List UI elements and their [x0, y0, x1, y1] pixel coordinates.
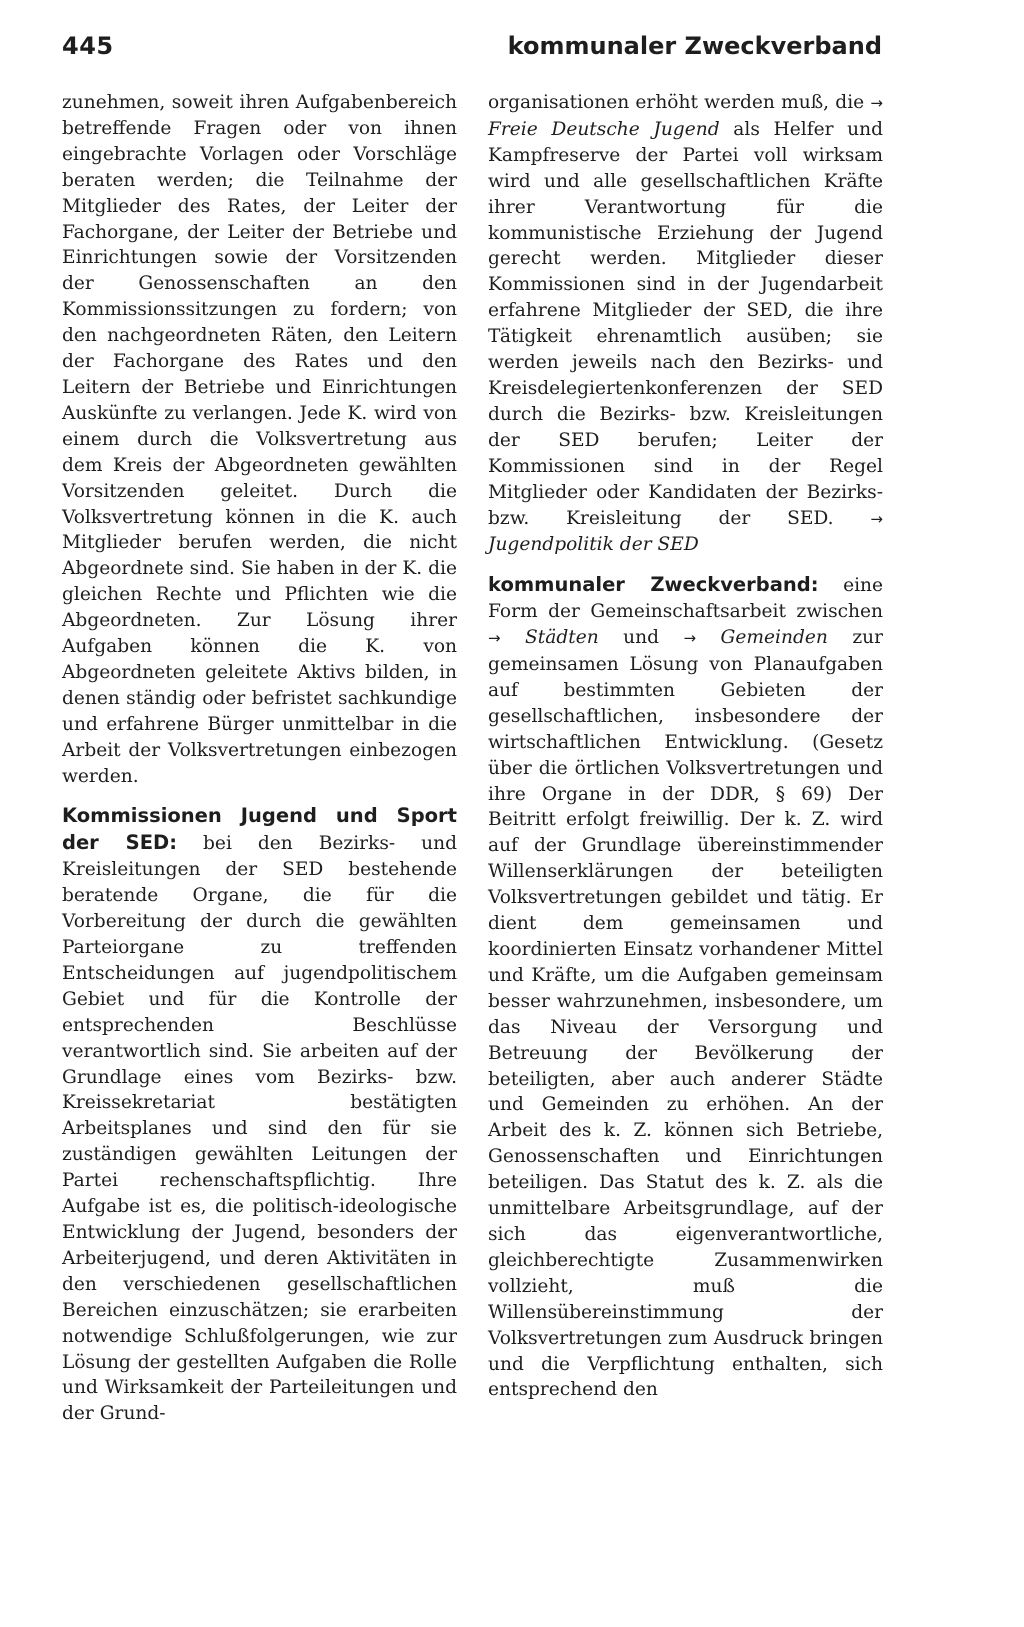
- continued-entry-text: [488, 90, 883, 558]
- continued-text-part: organisationen erhöht werden muß, die: [488, 92, 865, 113]
- page-number: 445: [62, 32, 114, 60]
- cross-reference-staedten[interactable]: Städten: [525, 627, 599, 649]
- cross-reference-jugendpolitik-der-sed[interactable]: Jugendpolitik der SED: [488, 534, 699, 556]
- cross-reference-arrow-icon: →: [870, 94, 883, 112]
- entry-text-part: und: [623, 627, 660, 649]
- cross-reference-freie-deutsche-jugend[interactable]: Freie Deutsche Jugend: [488, 118, 720, 140]
- entry-text-part: zur gemeinsamen Lösung von Planaufgaben auf bestimmten Gebieten der gesellschaftlichen, insbesondere der wirtschaftlichen Entwicklung. (Gesetz über die örtlichen Volksvertretungen und ihre Organe in der DDR, § 69) Der Beitritt erfolgt freiwillig. Der k. Z. wird auf der Grundlage übereinstimmender Willenserklärungen der beteiligten Volksvertretungen gebildet und tätig. Er dient dem gemeinsamen und koordinierten Einsatz vorhandener Mittel und Kräfte, um die Aufgaben gemeinsam besser wahrzunehmen, insbesondere, um das Niveau der Versorgung und Betreuung der Bevölkerung der beteiligten, aber auch anderer Städte und Gemeinden zu erhöhen. An der Arbeit des k. Z. können sich Betriebe, Genossenschaften und Einrichtungen beteiligen. Das Statut des k. Z. als die unmittelbare Arbeitsgrundlage, auf der sich das eigenverantwortliche, gleichberechtigte Zusammenwirken vollzieht, muß die Willensübereinstimmung der Volksvertretungen zum Ausdruck bringen und die Verpflichtung enthalten, sich entsprechend den: [488, 627, 883, 1401]
- entry-lemma: kommunaler Zweckverband:: [488, 573, 819, 597]
- running-head: kommunaler Zweckverband: [507, 32, 882, 60]
- right-column: [488, 90, 883, 1403]
- cross-reference-arrow-icon: →: [683, 629, 697, 648]
- continued-text-part: als Helfer und Kampfreserve der Partei voll wirksam wird und alle gesellschaftlichen Kräfte ihrer Verantwortung für die kommunistische Erziehung der Jugend gerecht werden. Mitglieder dieser Kommissionen sind in der Jugendarbeit erfahrene Mitglieder der SED, die ihre Tätigkeit ehrenamtlich ausüben; sie werden jeweils nach den Bezirks- und Kreisdelegiertenkonferenzen der SED durch die Bezirks- bzw. Kreisleitungen der SED berufen; Leiter der Kommissionen sind in der Regel Mitglieder oder Kandidaten der Bezirks- bzw. Kreisleitung der SED.: [488, 118, 884, 529]
- cross-reference-arrow-icon: →: [870, 509, 883, 528]
- entry-kommissionen-jugend-und-sport: [62, 803, 457, 1427]
- cross-reference-gemeinden[interactable]: Gemeinden: [720, 627, 828, 649]
- entry-lemma: Kommissionen Jugend und Sport der SED:: [62, 804, 457, 855]
- cross-reference-arrow-icon: →: [488, 629, 501, 648]
- entry-text-part: eine Form der Gemeinschaftsarbeit zwischen: [488, 575, 883, 623]
- continued-entry-text: zunehmen, soweit ihren Aufgabenbereich betreffende Fragen oder von ihnen eingebrachte Vorlagen oder Vorschläge beraten werden; die Teilnahme der Mitglieder des Rates, der Leiter der Fachorgane, der Leiter der Betriebe und Einrichtungen sowie der Vorsitzenden der Genossenschaften an den Kommissionssitzungen zu fordern; von den nachgeordneten Räten, den Leitern der Fachorgane des Rates und den Leitern der Betriebe und Einrichtungen Auskünfte zu verlangen. Jede K. wird von einem durch die Volksvertretung aus dem Kreis der Abgeordneten gewählten Vorsitzenden geleitet. Durch die Volksvertretung können in die K. auch Mitglieder berufen werden, die nicht Abgeordnete sind. Sie haben in der K. die gleichen Rechte und Pflichten wie die Abgeordneten. Zur Lösung ihrer Aufgaben können die K. von Abgeordneten geleitete Aktivs bilden, in denen ständig oder befristet sachkundige und erfahrene Bürger unmittelbar in die Arbeit der Volksvertretungen einbezogen werden.: [62, 92, 457, 787]
- page-header: [62, 32, 882, 76]
- left-column: [62, 90, 457, 1427]
- entry-kommunaler-zweckverband: [488, 572, 883, 1403]
- entry-text: bei den Bezirks- und Kreisleitungen der SED bestehende beratende Organe, die für die Vorbereitung der durch die gewählten Parteiorgane zu treffenden Entscheidungen auf jugendpolitischem Gebiet und für die Kontrolle der entsprechenden Beschlüsse verantwortlich sind. Sie arbeiten auf der Grundlage eines vom Bezirks- bzw. Kreissekretariat bestätigten Arbeitsplanes und sind den für sie zuständigen gewählten Leitungen der Partei rechenschaftspflichtig. Ihre Aufgabe ist es, die politisch-ideologische Entwicklung der Jugend, besonders der Arbeiterjugend, und deren Aktivitäten in den verschiedenen gesellschaftlichen Bereichen einzuschätzen; sie erarbeiten notwendige Schlußfolgerungen, wie zur Lösung der gestellten Aufgaben die Rolle und Wirksamkeit der Parteileitungen und der Grund-: [62, 833, 457, 1425]
